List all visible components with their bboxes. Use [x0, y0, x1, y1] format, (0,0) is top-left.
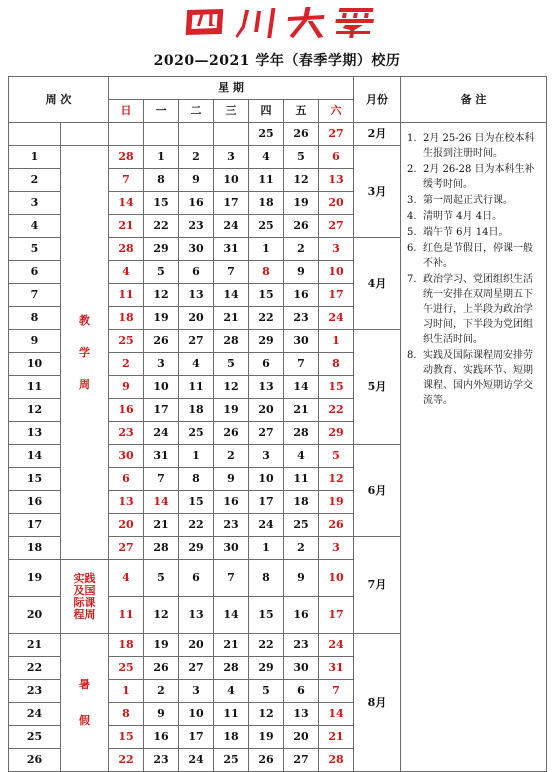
day-cell: 12 [144, 597, 179, 634]
day-cell: 28 [109, 146, 144, 169]
day-cell: 10 [319, 560, 354, 597]
day-cell: 3 [144, 353, 179, 376]
day-cell: 30 [109, 445, 144, 468]
day-cell: 3 [249, 445, 284, 468]
week-number: 7 [9, 284, 61, 307]
day-cell: 17 [319, 597, 354, 634]
note-text: 2月 26-28 日为本科生补缓考时间。 [423, 164, 535, 190]
note-number: 2. [407, 164, 417, 175]
day-cell: 13 [284, 703, 319, 726]
day-cell: 10 [179, 703, 214, 726]
week-number: 25 [9, 726, 61, 749]
day-cell: 21 [319, 726, 354, 749]
day-cell: 12 [284, 169, 319, 192]
day-cell: 2 [109, 353, 144, 376]
day-cell: 24 [249, 514, 284, 537]
note-text: 政治学习、党团组织生活统一安排在双周星期五下午进行，上半段为政治学习时间，下半段为党团组织生活时间。 [423, 274, 533, 345]
day-cell: 27 [249, 422, 284, 445]
calendar-table [8, 76, 547, 772]
day-cell: 25 [249, 123, 284, 146]
day-cell: 4 [179, 353, 214, 376]
day-cell: 17 [179, 726, 214, 749]
day-cell: 7 [144, 468, 179, 491]
note-item [407, 162, 540, 192]
note-text: 端午节 6月 14日。 [423, 227, 509, 238]
day-cell: 18 [214, 726, 249, 749]
weekday-label: 五 [284, 100, 319, 123]
day-cell: 11 [214, 703, 249, 726]
day-cell: 22 [319, 399, 354, 422]
day-cell: 15 [319, 376, 354, 399]
note-item [407, 241, 540, 271]
period-label-char: 学 [79, 345, 90, 359]
day-cell: 22 [249, 634, 284, 657]
day-cell: 7 [214, 261, 249, 284]
note-number: 3. [407, 195, 417, 206]
day-cell: 28 [284, 422, 319, 445]
day-cell: 20 [319, 192, 354, 215]
day-cell: 23 [214, 514, 249, 537]
day-cell: 22 [249, 307, 284, 330]
day-cell: 2 [214, 445, 249, 468]
day-cell: 15 [179, 491, 214, 514]
day-cell: 21 [214, 634, 249, 657]
note-text: 2月 25-26 日为在校本科生报到注册时间。 [423, 133, 535, 159]
day-cell: 18 [249, 192, 284, 215]
day-cell: 27 [319, 215, 354, 238]
day-cell: 24 [319, 307, 354, 330]
day-cell: 22 [144, 215, 179, 238]
note-item [407, 131, 540, 161]
day-cell: 11 [284, 468, 319, 491]
week-number: 6 [9, 261, 61, 284]
note-number: 1. [407, 133, 417, 144]
day-cell: 26 [284, 123, 319, 146]
day-cell: 4 [249, 146, 284, 169]
day-cell: 30 [284, 330, 319, 353]
day-cell: 15 [249, 597, 284, 634]
weekday-label: 一 [144, 100, 179, 123]
day-cell: 29 [249, 657, 284, 680]
day-cell: 27 [179, 657, 214, 680]
day-cell: 10 [249, 468, 284, 491]
day-cell: 7 [109, 169, 144, 192]
day-cell: 1 [249, 537, 284, 560]
day-cell: 18 [109, 307, 144, 330]
day-cell: 16 [109, 399, 144, 422]
day-cell [214, 123, 249, 146]
day-cell: 9 [284, 261, 319, 284]
day-cell: 30 [179, 238, 214, 261]
note-item [407, 272, 540, 347]
day-cell: 26 [144, 330, 179, 353]
day-cell: 14 [109, 192, 144, 215]
day-cell: 29 [319, 422, 354, 445]
day-cell: 23 [144, 749, 179, 772]
note-number: 4. [407, 211, 417, 222]
day-cell: 9 [144, 703, 179, 726]
note-number: 7. [407, 274, 417, 285]
month-label: 3月 [354, 146, 401, 238]
day-cell: 30 [214, 537, 249, 560]
day-cell: 26 [214, 422, 249, 445]
day-cell: 7 [214, 560, 249, 597]
day-cell: 31 [319, 657, 354, 680]
period-practice-weeks [61, 560, 109, 634]
day-cell: 5 [249, 680, 284, 703]
day-cell: 2 [284, 238, 319, 261]
week-number: 12 [9, 399, 61, 422]
notes-cell [401, 123, 547, 772]
week-number: 26 [9, 749, 61, 772]
day-cell: 5 [319, 445, 354, 468]
day-cell: 16 [179, 192, 214, 215]
day-cell: 12 [214, 376, 249, 399]
day-cell: 25 [214, 749, 249, 772]
pre-week-row [9, 123, 547, 146]
week-number: 14 [9, 445, 61, 468]
day-cell: 11 [179, 376, 214, 399]
weekday-label: 六 [319, 100, 354, 123]
day-cell: 20 [179, 307, 214, 330]
day-cell: 12 [144, 284, 179, 307]
day-cell: 23 [284, 634, 319, 657]
university-logo [0, 4, 554, 44]
day-cell: 24 [214, 215, 249, 238]
period-label-char: 周 [79, 377, 90, 391]
day-cell: 10 [144, 376, 179, 399]
note-item [407, 348, 540, 408]
day-cell: 20 [109, 514, 144, 537]
day-cell: 26 [284, 215, 319, 238]
day-cell: 14 [214, 597, 249, 634]
day-cell: 20 [284, 726, 319, 749]
month-label: 4月 [354, 238, 401, 330]
header-row [9, 77, 547, 100]
note-text: 清明节 4月 4日。 [423, 211, 503, 222]
day-cell: 24 [319, 634, 354, 657]
week-number: 2 [9, 169, 61, 192]
day-cell: 17 [249, 491, 284, 514]
month-label: 7月 [354, 537, 401, 634]
week-number: 20 [9, 597, 61, 634]
day-cell: 15 [144, 192, 179, 215]
day-cell: 2 [144, 680, 179, 703]
day-cell: 9 [179, 169, 214, 192]
note-number: 5. [407, 227, 417, 238]
week-number: 10 [9, 353, 61, 376]
week-number: 19 [9, 560, 61, 597]
day-cell [179, 123, 214, 146]
day-cell: 5 [144, 261, 179, 284]
day-cell [109, 123, 144, 146]
day-cell: 14 [214, 284, 249, 307]
day-cell: 26 [319, 514, 354, 537]
day-cell: 8 [319, 353, 354, 376]
day-cell: 25 [284, 514, 319, 537]
day-cell: 17 [144, 399, 179, 422]
day-cell: 2 [179, 146, 214, 169]
day-cell: 18 [109, 634, 144, 657]
day-cell: 13 [179, 597, 214, 634]
day-cell: 1 [179, 445, 214, 468]
day-cell: 13 [109, 491, 144, 514]
day-cell: 22 [179, 514, 214, 537]
day-cell: 19 [319, 491, 354, 514]
day-cell: 9 [109, 376, 144, 399]
note-text: 第一周起正式行课。 [423, 195, 513, 206]
day-cell: 6 [319, 146, 354, 169]
note-item [407, 193, 540, 208]
week-header: 周 次 [9, 77, 109, 123]
day-cell: 12 [319, 468, 354, 491]
day-cell: 14 [319, 703, 354, 726]
period-label-char: 假 [79, 713, 90, 727]
day-cell: 10 [214, 169, 249, 192]
day-cell: 28 [214, 657, 249, 680]
period-teaching-weeks [61, 146, 109, 560]
day-cell: 25 [109, 330, 144, 353]
day-cell: 18 [179, 399, 214, 422]
week-number: 23 [9, 680, 61, 703]
day-cell: 9 [214, 468, 249, 491]
note-item [407, 225, 540, 240]
week-number: 22 [9, 657, 61, 680]
week-number: 17 [9, 514, 61, 537]
note-number: 8. [407, 350, 417, 361]
day-cell: 16 [284, 284, 319, 307]
day-cell: 29 [249, 330, 284, 353]
day-cell: 15 [249, 284, 284, 307]
day-cell: 5 [284, 146, 319, 169]
day-cell: 1 [109, 680, 144, 703]
day-cell: 7 [319, 680, 354, 703]
day-cell: 4 [214, 680, 249, 703]
day-cell: 14 [144, 491, 179, 514]
day-cell: 6 [179, 261, 214, 284]
day-cell: 23 [109, 422, 144, 445]
notes-list [407, 131, 540, 408]
month-label: 6月 [354, 445, 401, 537]
weekday-label: 三 [214, 100, 249, 123]
weekday-group-header: 星 期 [109, 77, 354, 100]
day-cell: 28 [319, 749, 354, 772]
day-cell: 9 [284, 560, 319, 597]
week-number: 16 [9, 491, 61, 514]
note-number: 6. [407, 243, 417, 254]
day-cell: 6 [249, 353, 284, 376]
day-cell: 16 [284, 597, 319, 634]
period-summer-vacation [61, 634, 109, 772]
note-text: 实践及国际课程周安排劳动教育、实践环节、短期课程、国内外短期访学交流等。 [423, 350, 533, 406]
month-label: 2月 [354, 123, 401, 146]
week-number: 15 [9, 468, 61, 491]
day-cell: 21 [144, 514, 179, 537]
day-cell: 12 [249, 703, 284, 726]
day-cell: 13 [179, 284, 214, 307]
week-number: 3 [9, 192, 61, 215]
day-cell: 13 [319, 169, 354, 192]
day-cell: 3 [319, 238, 354, 261]
day-cell: 4 [109, 560, 144, 597]
day-cell: 30 [284, 657, 319, 680]
day-cell: 16 [144, 726, 179, 749]
day-cell: 27 [284, 749, 319, 772]
day-cell: 23 [284, 307, 319, 330]
day-cell: 8 [144, 169, 179, 192]
day-cell: 21 [284, 399, 319, 422]
day-cell: 4 [109, 261, 144, 284]
day-cell: 11 [249, 169, 284, 192]
day-cell: 6 [179, 560, 214, 597]
day-cell: 4 [284, 445, 319, 468]
week-number: 13 [9, 422, 61, 445]
day-cell: 8 [109, 703, 144, 726]
period-label-char: 教 [79, 313, 90, 327]
day-cell: 19 [249, 726, 284, 749]
day-cell: 7 [284, 353, 319, 376]
period-label-char: 实践 [73, 571, 96, 585]
day-cell: 15 [109, 726, 144, 749]
day-cell: 26 [249, 749, 284, 772]
weekday-label: 日 [109, 100, 144, 123]
day-cell: 11 [109, 284, 144, 307]
day-cell: 21 [109, 215, 144, 238]
day-cell: 24 [144, 422, 179, 445]
day-cell: 3 [179, 680, 214, 703]
day-cell: 2 [284, 537, 319, 560]
day-cell: 3 [319, 537, 354, 560]
week-number: 4 [9, 215, 61, 238]
week-number: 8 [9, 307, 61, 330]
week-number: 18 [9, 537, 61, 560]
day-cell: 31 [144, 445, 179, 468]
day-cell: 1 [319, 330, 354, 353]
day-cell: 27 [109, 537, 144, 560]
weekday-label: 四 [249, 100, 284, 123]
day-cell: 28 [144, 537, 179, 560]
day-cell [144, 123, 179, 146]
day-cell: 6 [109, 468, 144, 491]
day-cell: 1 [144, 146, 179, 169]
day-cell: 8 [179, 468, 214, 491]
day-cell: 8 [249, 261, 284, 284]
day-cell: 11 [109, 597, 144, 634]
day-cell: 19 [144, 634, 179, 657]
day-cell: 19 [214, 399, 249, 422]
day-cell: 21 [214, 307, 249, 330]
day-cell: 6 [284, 680, 319, 703]
weekday-label: 二 [179, 100, 214, 123]
day-cell: 28 [214, 330, 249, 353]
day-cell: 22 [109, 749, 144, 772]
day-cell: 18 [284, 491, 319, 514]
day-cell: 25 [249, 215, 284, 238]
period-label-char: 程周 [73, 607, 96, 621]
day-cell: 10 [319, 261, 354, 284]
day-cell: 27 [179, 330, 214, 353]
period-label-char: 暑 [79, 677, 90, 691]
week-number: 5 [9, 238, 61, 261]
week-number: 11 [9, 376, 61, 399]
week-number-blank [9, 123, 61, 146]
day-cell: 23 [179, 215, 214, 238]
notes-header: 备 注 [401, 77, 547, 123]
day-cell: 3 [214, 146, 249, 169]
day-cell: 17 [319, 284, 354, 307]
week-number: 21 [9, 634, 61, 657]
day-cell: 29 [179, 537, 214, 560]
month-header: 月份 [354, 77, 401, 123]
month-label: 8月 [354, 634, 401, 772]
month-label: 5月 [354, 330, 401, 445]
day-cell: 28 [109, 238, 144, 261]
period-label-char: 际课 [73, 595, 96, 609]
period-blank [61, 123, 109, 146]
week-number: 9 [9, 330, 61, 353]
week-number: 1 [9, 146, 61, 169]
day-cell: 20 [249, 399, 284, 422]
day-cell: 24 [179, 749, 214, 772]
day-cell: 19 [284, 192, 319, 215]
day-cell: 17 [214, 192, 249, 215]
note-item [407, 209, 540, 224]
day-cell: 5 [144, 560, 179, 597]
day-cell: 26 [144, 657, 179, 680]
day-cell: 20 [179, 634, 214, 657]
day-cell: 13 [249, 376, 284, 399]
day-cell: 5 [214, 353, 249, 376]
day-cell: 1 [249, 238, 284, 261]
page-title: 2020—2021 学年（春季学期）校历 [153, 53, 401, 69]
day-cell: 27 [319, 123, 354, 146]
day-cell: 16 [214, 491, 249, 514]
day-cell: 25 [179, 422, 214, 445]
week-number: 24 [9, 703, 61, 726]
day-cell: 25 [109, 657, 144, 680]
day-cell: 31 [214, 238, 249, 261]
period-label-char: 及国 [73, 583, 96, 597]
note-text: 红色是节假日，停课一般不补。 [423, 243, 533, 269]
day-cell: 8 [249, 560, 284, 597]
day-cell: 19 [144, 307, 179, 330]
day-cell: 14 [284, 376, 319, 399]
logo-calligraphy-icon [162, 4, 392, 42]
day-cell: 29 [144, 238, 179, 261]
